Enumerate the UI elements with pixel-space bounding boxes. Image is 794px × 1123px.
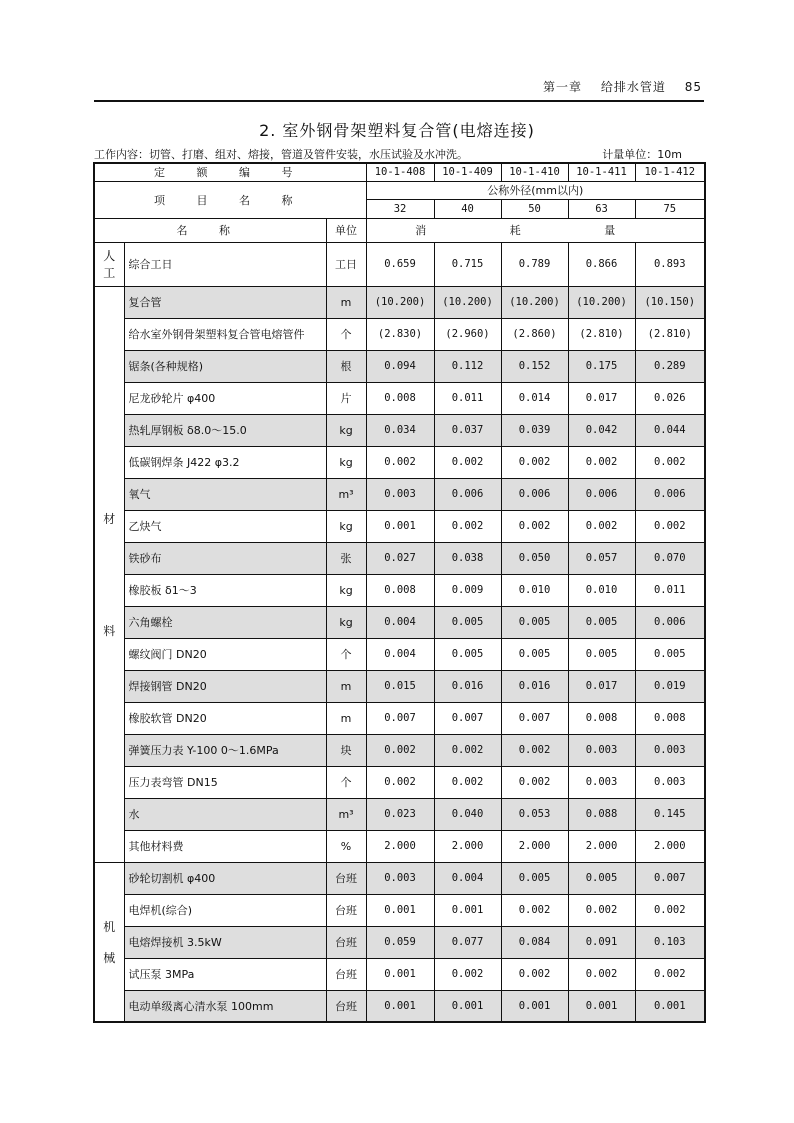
labor-category: 人工 xyxy=(94,242,124,286)
spec-label: 公称外径(mm以内) xyxy=(366,181,705,199)
consumption-value: 0.003 xyxy=(635,734,705,766)
resource-unit: kg xyxy=(326,574,366,606)
resource-unit: 台班 xyxy=(326,990,366,1022)
table-row xyxy=(94,318,705,350)
consumption-value: 0.005 xyxy=(501,862,568,894)
table-row xyxy=(94,702,705,734)
consumption-value: 0.007 xyxy=(635,862,705,894)
spec-value: 40 xyxy=(434,199,501,218)
consumption-value: 0.002 xyxy=(568,958,635,990)
consumption-value: 0.002 xyxy=(501,510,568,542)
consumption-value: 0.094 xyxy=(366,350,434,382)
resource-name: 电焊机(综合) xyxy=(124,894,326,926)
category-char: 机 xyxy=(103,919,116,934)
consumption-value: 0.175 xyxy=(568,350,635,382)
consumption-value: 0.017 xyxy=(568,382,635,414)
resource-unit: 个 xyxy=(326,638,366,670)
consumption-value: 0.002 xyxy=(501,734,568,766)
consumption-value: 2.000 xyxy=(568,830,635,862)
resource-unit: % xyxy=(326,830,366,862)
consumption-value: (10.200) xyxy=(568,286,635,318)
consumption-value: 0.004 xyxy=(366,638,434,670)
consumption-value: 0.145 xyxy=(635,798,705,830)
consumption-value: 0.002 xyxy=(568,510,635,542)
consumption-value: 0.003 xyxy=(366,478,434,510)
spec-value: 32 xyxy=(366,199,434,218)
resource-unit: kg xyxy=(326,606,366,638)
resource-name: 综合工日 xyxy=(124,242,326,286)
unit-header: 单位 xyxy=(326,218,366,242)
consumption-value: 0.057 xyxy=(568,542,635,574)
table-row xyxy=(94,638,705,670)
materials-category xyxy=(94,286,124,862)
consumption-value: 0.007 xyxy=(434,702,501,734)
section-label: 给排水管道 xyxy=(600,80,666,94)
resource-unit: 台班 xyxy=(326,926,366,958)
category-char: 材 xyxy=(103,511,116,526)
consumption-value: 0.008 xyxy=(568,702,635,734)
consumption-value: (2.960) xyxy=(434,318,501,350)
resource-name: 乙炔气 xyxy=(124,510,326,542)
category-char: 械 xyxy=(103,950,116,965)
consumption-value: 0.001 xyxy=(568,990,635,1022)
consumption-value: 0.003 xyxy=(635,766,705,798)
consumption-value: 0.001 xyxy=(366,510,434,542)
consumption-value: 0.103 xyxy=(635,926,705,958)
consumption-value: 0.006 xyxy=(501,478,568,510)
resource-unit: 个 xyxy=(326,766,366,798)
consumption-value: (2.810) xyxy=(568,318,635,350)
column-header-row xyxy=(94,218,705,242)
spec-value: 50 xyxy=(501,199,568,218)
consumption-value: 0.002 xyxy=(635,958,705,990)
consumption-value: 0.070 xyxy=(635,542,705,574)
table-row xyxy=(94,286,705,318)
consumption-value: 0.112 xyxy=(434,350,501,382)
consumption-value: 0.005 xyxy=(434,606,501,638)
resource-name: 弹簧压力表 Y-100 0～1.6MPa xyxy=(124,734,326,766)
consumption-value: 0.005 xyxy=(568,606,635,638)
spec-value: 75 xyxy=(635,199,705,218)
table-row xyxy=(94,574,705,606)
consumption-value: 0.026 xyxy=(635,382,705,414)
consumption-value: (10.200) xyxy=(366,286,434,318)
table-row xyxy=(94,734,705,766)
page-number: 85 xyxy=(684,80,702,94)
consumption-value: 0.037 xyxy=(434,414,501,446)
resource-name: 压力表弯管 DN15 xyxy=(124,766,326,798)
category-char: 料 xyxy=(103,623,116,638)
consumption-value: (2.860) xyxy=(501,318,568,350)
resource-unit: 张 xyxy=(326,542,366,574)
resource-name: 螺纹阀门 DN20 xyxy=(124,638,326,670)
resource-unit: m xyxy=(326,702,366,734)
consumption-value: (10.200) xyxy=(434,286,501,318)
consumption-value: 0.002 xyxy=(434,446,501,478)
table-row xyxy=(94,382,705,414)
table-row xyxy=(94,414,705,446)
table-row xyxy=(94,670,705,702)
consumption-value: 0.084 xyxy=(501,926,568,958)
consumption-value: 0.002 xyxy=(434,958,501,990)
consumption-value: 0.002 xyxy=(501,894,568,926)
resource-unit: 台班 xyxy=(326,862,366,894)
table-row xyxy=(94,242,705,286)
table-row xyxy=(94,926,705,958)
header-rule xyxy=(94,100,704,102)
page-header xyxy=(529,78,702,95)
consumption-value: 0.003 xyxy=(568,734,635,766)
consumption-value: 2.000 xyxy=(501,830,568,862)
consumption-value: 0.002 xyxy=(366,734,434,766)
consumption-value: (2.830) xyxy=(366,318,434,350)
consumption-value: 0.002 xyxy=(434,510,501,542)
table-row xyxy=(94,510,705,542)
consumption-value: 2.000 xyxy=(635,830,705,862)
consumption-value: 0.009 xyxy=(434,574,501,606)
consumption-value: 0.866 xyxy=(568,242,635,286)
consumption-value: 0.005 xyxy=(501,606,568,638)
consumption-value: 0.789 xyxy=(501,242,568,286)
consumption-value: 0.016 xyxy=(501,670,568,702)
table-row xyxy=(94,830,705,862)
consumption-value: 0.289 xyxy=(635,350,705,382)
resource-name: 电动单级离心清水泵 100mm xyxy=(124,990,326,1022)
consumption-value: 0.027 xyxy=(366,542,434,574)
consumption-value: 0.077 xyxy=(434,926,501,958)
table-row xyxy=(94,798,705,830)
table-row xyxy=(94,478,705,510)
resource-unit: 个 xyxy=(326,318,366,350)
consumption-value: 0.059 xyxy=(366,926,434,958)
consumption-value: 0.152 xyxy=(501,350,568,382)
consumption-value: 0.001 xyxy=(635,990,705,1022)
consumption-value: 0.002 xyxy=(366,766,434,798)
consumption-value: 0.001 xyxy=(434,990,501,1022)
table-row xyxy=(94,862,705,894)
resource-unit: kg xyxy=(326,446,366,478)
consumption-value: 0.005 xyxy=(434,638,501,670)
quota-code: 10-1-409 xyxy=(434,163,501,181)
consumption-value: 0.007 xyxy=(366,702,434,734)
consumption-value: 0.659 xyxy=(366,242,434,286)
resource-unit: m xyxy=(326,286,366,318)
work-content: 工作内容：切管、打磨、组对、熔接，管道及管件安装，水压试验及水冲洗。 xyxy=(94,148,468,161)
consumption-value: 0.005 xyxy=(568,862,635,894)
consumption-value: 0.091 xyxy=(568,926,635,958)
table-row xyxy=(94,990,705,1022)
resource-unit: m³ xyxy=(326,478,366,510)
table-row xyxy=(94,894,705,926)
consumption-value: 0.042 xyxy=(568,414,635,446)
chapter-label: 第一章 xyxy=(543,80,583,94)
consumption-value: 0.002 xyxy=(501,766,568,798)
resource-name: 橡胶板 δ1～3 xyxy=(124,574,326,606)
resource-unit: 根 xyxy=(326,350,366,382)
consumption-value: 0.002 xyxy=(434,766,501,798)
resource-name: 砂轮切割机 φ400 xyxy=(124,862,326,894)
quota-code: 10-1-411 xyxy=(568,163,635,181)
consumption-value: 0.001 xyxy=(366,958,434,990)
resource-unit: 台班 xyxy=(326,958,366,990)
consumption-value: 0.053 xyxy=(501,798,568,830)
consumption-value: (10.150) xyxy=(635,286,705,318)
table-body xyxy=(94,163,705,1022)
consumption-value: 0.002 xyxy=(635,894,705,926)
consumption-value: 0.050 xyxy=(501,542,568,574)
consumption-value: 0.005 xyxy=(635,638,705,670)
resource-name: 六角螺栓 xyxy=(124,606,326,638)
consumption-value: 0.006 xyxy=(434,478,501,510)
resource-name: 氧气 xyxy=(124,478,326,510)
consumption-value: 0.014 xyxy=(501,382,568,414)
name-header: 名 称 xyxy=(94,218,326,242)
consumption-value: 0.004 xyxy=(434,862,501,894)
consumption-value: 0.002 xyxy=(434,734,501,766)
table-row xyxy=(94,766,705,798)
quota-no-label: 定 额 编 号 xyxy=(94,163,366,181)
resource-name: 电熔焊接机 3.5kW xyxy=(124,926,326,958)
spec-label-row xyxy=(94,181,705,199)
resource-name: 尼龙砂轮片 φ400 xyxy=(124,382,326,414)
table-row xyxy=(94,606,705,638)
consumption-value: (10.200) xyxy=(501,286,568,318)
consumption-value: 0.011 xyxy=(434,382,501,414)
consumption-value: 0.003 xyxy=(568,766,635,798)
resource-unit: 台班 xyxy=(326,894,366,926)
consumption-value: 0.893 xyxy=(635,242,705,286)
consumption-value: 0.002 xyxy=(568,894,635,926)
consumption-value: 0.008 xyxy=(366,574,434,606)
consumption-value: 2.000 xyxy=(434,830,501,862)
resource-name: 低碳钢焊条 J422 φ3.2 xyxy=(124,446,326,478)
consumption-value: 0.003 xyxy=(366,862,434,894)
quota-code-row xyxy=(94,163,705,181)
consumption-value: 0.011 xyxy=(635,574,705,606)
quota-table xyxy=(93,162,706,1023)
machines-category xyxy=(94,862,124,1022)
resource-unit: 片 xyxy=(326,382,366,414)
consumption-value: 0.016 xyxy=(434,670,501,702)
consumption-value: 0.002 xyxy=(501,446,568,478)
measurement-unit: 计量单位：10m xyxy=(602,148,682,161)
resource-name: 焊接钢管 DN20 xyxy=(124,670,326,702)
consumption-value: 0.001 xyxy=(501,990,568,1022)
item-name-label: 项 目 名 称 xyxy=(94,181,366,218)
consumption-value: 0.005 xyxy=(501,638,568,670)
resource-unit: kg xyxy=(326,414,366,446)
consumption-value: 0.006 xyxy=(635,478,705,510)
quota-code: 10-1-408 xyxy=(366,163,434,181)
consumption-value: 0.001 xyxy=(434,894,501,926)
consumption-value: 0.002 xyxy=(366,446,434,478)
consumption-value: 0.005 xyxy=(568,638,635,670)
consumption-value: 0.715 xyxy=(434,242,501,286)
quota-code: 10-1-412 xyxy=(635,163,705,181)
consumption-value: 0.015 xyxy=(366,670,434,702)
table-row xyxy=(94,350,705,382)
resource-name: 水 xyxy=(124,798,326,830)
consumption-value: 0.039 xyxy=(501,414,568,446)
resource-name: 其他材料费 xyxy=(124,830,326,862)
resource-name: 热轧厚钢板 δ8.0～15.0 xyxy=(124,414,326,446)
consumption-value: 0.010 xyxy=(568,574,635,606)
consumption-value: 0.008 xyxy=(635,702,705,734)
resource-unit: m xyxy=(326,670,366,702)
consumption-value: 0.006 xyxy=(568,478,635,510)
consumption-value: 0.044 xyxy=(635,414,705,446)
consumption-value: 0.034 xyxy=(366,414,434,446)
resource-name: 给水室外钢骨架塑料复合管电熔管件 xyxy=(124,318,326,350)
resource-name: 试压泵 3MPa xyxy=(124,958,326,990)
spec-value: 63 xyxy=(568,199,635,218)
consumption-value: 0.001 xyxy=(366,990,434,1022)
consumption-value: 0.010 xyxy=(501,574,568,606)
resource-unit: 工日 xyxy=(326,242,366,286)
consumption-value: 0.006 xyxy=(635,606,705,638)
consumption-value: 0.002 xyxy=(568,446,635,478)
consumption-value: 0.017 xyxy=(568,670,635,702)
consumption-value: 0.038 xyxy=(434,542,501,574)
table-row xyxy=(94,446,705,478)
resource-name: 锯条(各种规格) xyxy=(124,350,326,382)
consumption-value: 0.007 xyxy=(501,702,568,734)
consumption-value: 0.040 xyxy=(434,798,501,830)
resource-unit: kg xyxy=(326,510,366,542)
table-row xyxy=(94,958,705,990)
consume-header: 消 耗 量 xyxy=(366,218,705,242)
consumption-value: 0.008 xyxy=(366,382,434,414)
quota-code: 10-1-410 xyxy=(501,163,568,181)
consumption-value: 0.002 xyxy=(635,510,705,542)
resource-unit: m³ xyxy=(326,798,366,830)
resource-name: 橡胶软管 DN20 xyxy=(124,702,326,734)
resource-name: 复合管 xyxy=(124,286,326,318)
consumption-value: 0.002 xyxy=(635,446,705,478)
consumption-value: (2.810) xyxy=(635,318,705,350)
resource-name: 铁砂布 xyxy=(124,542,326,574)
resource-unit: 块 xyxy=(326,734,366,766)
consumption-value: 0.023 xyxy=(366,798,434,830)
consumption-value: 0.004 xyxy=(366,606,434,638)
consumption-value: 2.000 xyxy=(366,830,434,862)
consumption-value: 0.019 xyxy=(635,670,705,702)
consumption-value: 0.002 xyxy=(501,958,568,990)
page-title: 2. 室外钢骨架塑料复合管(电熔连接) xyxy=(259,121,535,140)
consumption-value: 0.088 xyxy=(568,798,635,830)
table-row xyxy=(94,542,705,574)
consumption-value: 0.001 xyxy=(366,894,434,926)
